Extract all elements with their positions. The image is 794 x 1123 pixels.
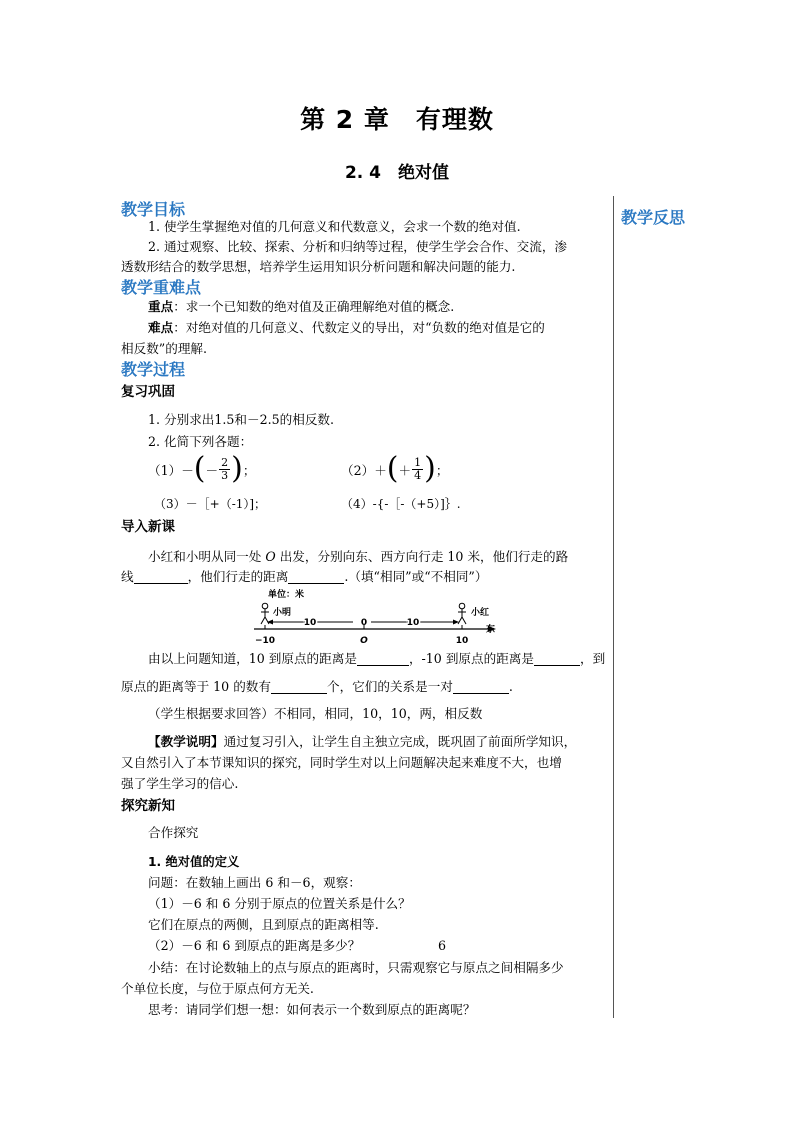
distance-label-right: 10 (406, 618, 420, 628)
summary-line: 小结：在讨论数轴上的点与原点的距离时，只需观察它与原点之间相隔多少 (148, 960, 564, 975)
answer-1: 它们在原点的两侧，且到原点的距离相等. (148, 917, 379, 932)
definition-heading: 1. 绝对值的定义 (148, 855, 240, 869)
tick-label-minus10: −10 (254, 636, 276, 646)
distance-label-left: 10 (303, 618, 317, 628)
intro-paragraph-line: 由以上问题知道，10 到原点的距离是 ，-10 到原点的距离是 ，到 (148, 651, 606, 666)
zero-label: 0 (360, 618, 368, 628)
review-question-1: 1. 分别求出1.5和－2.5的相反数. (148, 412, 335, 427)
think-question: 思考：请同学们想一想：如何表示一个数到原点的距离呢？ (148, 1002, 476, 1017)
difficulty-text: ：对绝对值的几何意义、代数定义的导出，对“负数的绝对值是它的 (173, 320, 545, 335)
answer-blank[interactable] (271, 679, 327, 694)
answer-blank[interactable] (134, 569, 188, 584)
review-question-2: 2. 化简下列各题： (148, 434, 253, 449)
goal-item: 2. 通过观察、比较、探索、分析和归纳等过程，使学生学会合作、交流，渗 (148, 239, 568, 254)
column-divider (613, 196, 614, 1018)
goal-item: 透数形结合的数学思想，培养学生运用知识分析问题和解决问题的能力. (121, 259, 516, 274)
fraction: $\frac{2}{3}$ (221, 455, 229, 482)
section-title: 2. 4 绝对值 (344, 163, 450, 183)
paren-left: ( (193, 451, 206, 486)
intro-heading: 导入新课 (121, 519, 175, 535)
expression-2: （2） ＋ ( ＋ $\frac{1}{4}$ ) ； (341, 451, 449, 486)
teaching-note-line: 强了学生学习的信心. (121, 776, 239, 791)
tick-label-origin: O (360, 636, 368, 646)
person-label-xiaoming: 小明 (273, 608, 292, 618)
teaching-note-line: 【教学说明】通过复习引入，让学生自主独立完成，既巩固了前面所学知识， (148, 734, 577, 749)
person-icon (261, 603, 269, 624)
expression-4: （4）-{-［-（+5）]｝. (341, 497, 461, 511)
expression-3: （3）－［+（-1）]； (154, 497, 267, 511)
cooperative-explore: 合作探究 (148, 825, 199, 840)
unit-label: 单位：米 (268, 590, 305, 600)
intro-paragraph-line: 原点的距离等于 10 的数有 个，它们的关系是一对 . (121, 679, 513, 694)
teaching-note-line: 又自然引入了本节课知识的探究，同时学生对以上问题解决起来难度不大，也增 (121, 755, 562, 770)
answer-blank[interactable] (357, 651, 409, 666)
question-1: （1）－6 和 6 分别于原点的位置关系是什么？ (148, 896, 411, 911)
expression-1: （1） － ( － $\frac{2}{3}$ ) ； (148, 451, 256, 486)
person-label-xiaohong: 小红 (471, 608, 490, 618)
question-intro: 问题：在数轴上画出 6 和－6，观察： (148, 875, 361, 890)
paren-right: ) (231, 451, 243, 486)
answer-blank[interactable] (534, 651, 580, 666)
goal-item: 1. 使学生掌握绝对值的几何意义和代数意义，会求一个数的绝对值. (148, 219, 521, 234)
paren-right: ) (424, 451, 436, 486)
person-icon (458, 603, 466, 624)
reflection-heading: 教学反思 (621, 208, 686, 227)
chapter-title: 第 2 章 有理数 (300, 105, 494, 134)
intro-paragraph-line: 小红和小明从同一处 O 出发，分别向东、西方向行走 10 米，他们行走的路 (148, 549, 569, 564)
student-answer: （学生根据要求回答）不相同，相同，10，10，两，相反数 (148, 706, 483, 721)
goals-heading: 教学目标 (121, 200, 186, 219)
answer-blank[interactable] (288, 569, 344, 584)
process-heading: 教学过程 (121, 360, 186, 379)
tick-label-10: 10 (455, 636, 469, 646)
number-line-figure (250, 588, 510, 648)
paren-left: ( (386, 451, 399, 486)
summary-line: 个单位长度，与位于原点何方无关. (121, 981, 314, 996)
answer-blank[interactable] (453, 679, 509, 694)
answer-2: 6 (438, 938, 447, 953)
teaching-note-label: 【教学说明】 (148, 734, 224, 749)
direction-label-east: 东 (486, 625, 496, 635)
key-text: ：求一个已知数的绝对值及正确理解绝对值的概念. (173, 299, 455, 314)
review-heading: 复习巩固 (121, 384, 175, 400)
difficulty-line (148, 317, 545, 339)
fraction: $\frac{1}{4}$ (414, 455, 422, 482)
question-2: （2）－6 和 6 到原点的距离是多少？ (148, 938, 361, 953)
key-label: 重点 (148, 299, 174, 314)
difficulty-line-cont: 相反数”的理解. (121, 341, 208, 356)
intro-paragraph-line: 线 ，他们行走的距离 .（填“相同”或“不相同”） (121, 569, 488, 584)
key-points-heading: 教学重难点 (121, 278, 202, 297)
difficulty-label: 难点 (148, 320, 174, 335)
explore-heading: 探究新知 (121, 798, 175, 814)
key-point-line (148, 296, 454, 318)
